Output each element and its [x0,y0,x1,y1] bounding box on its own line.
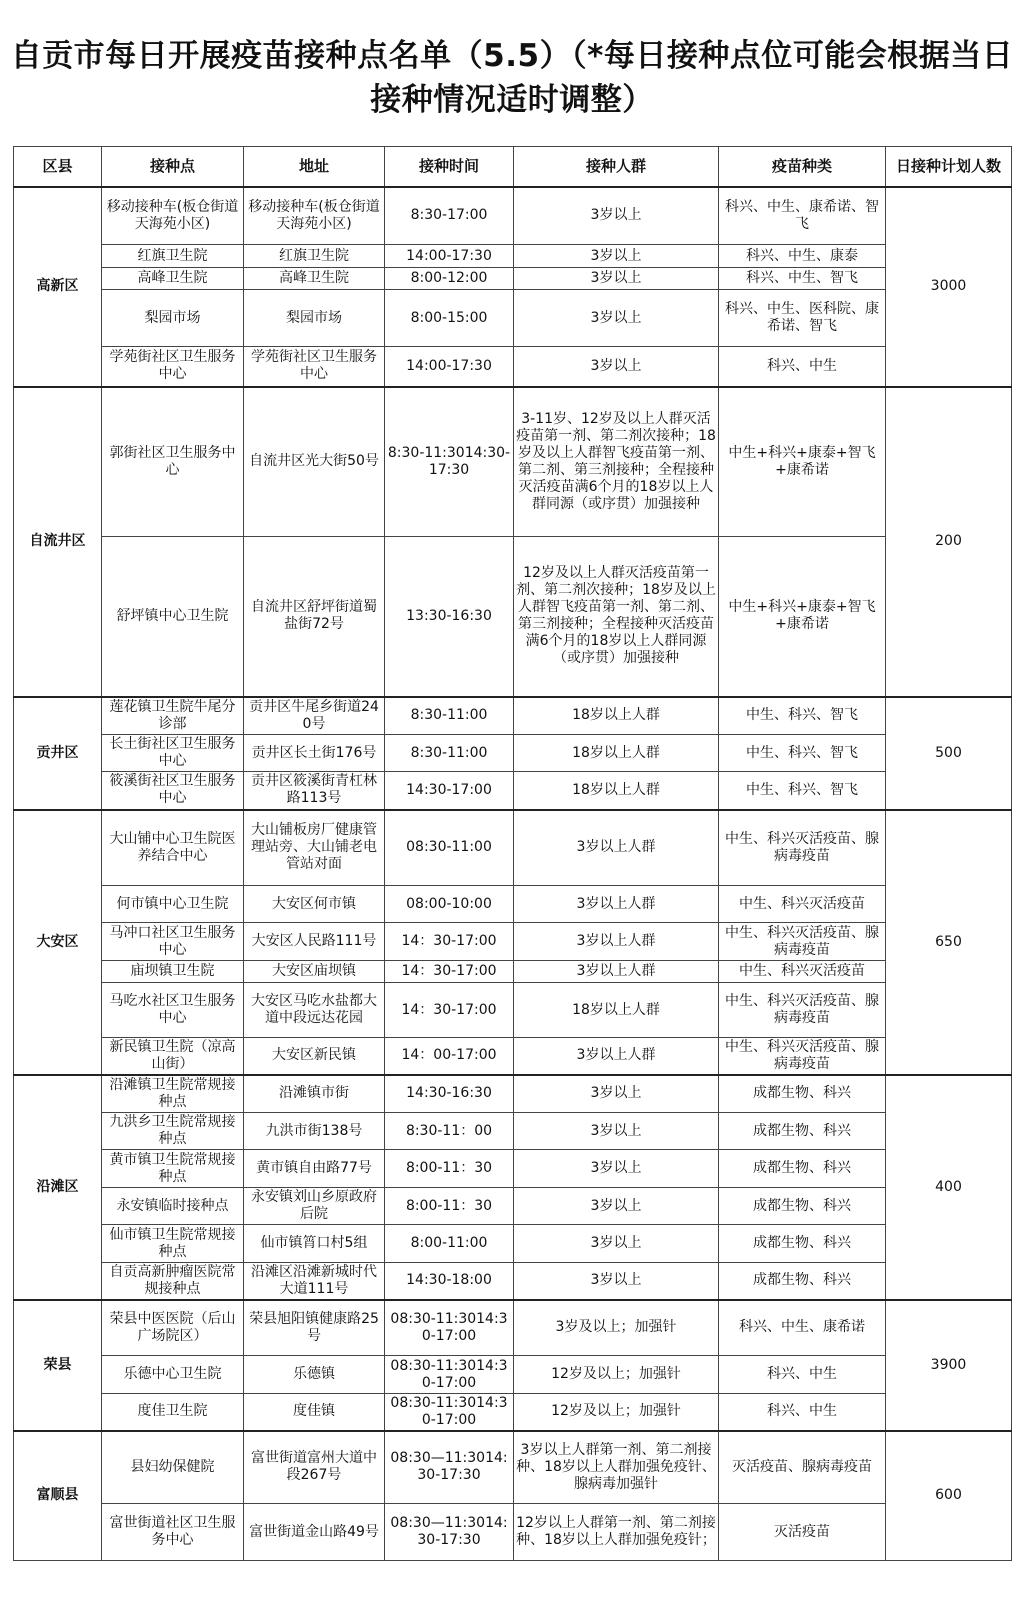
address-cell: 大安区庙坝镇 [244,961,385,983]
site-cell: 筱溪街社区卫生服务中心 [102,772,244,810]
address-cell: 大山铺板房厂健康管理站旁、大山铺老电管站对面 [244,810,385,886]
table-body [14,187,1012,1561]
group-cell: 3岁以上人群 [514,923,719,961]
table-row [14,1188,1012,1225]
table-row [14,983,1012,1038]
address-cell: 大安区新民镇 [244,1038,385,1075]
table-row [14,810,1012,886]
site-cell: 梨园市场 [102,290,244,347]
time-cell: 8:30-11:00 [385,735,514,772]
time-cell: 14：30-17:00 [385,983,514,1038]
time-cell: 14:30-16:30 [385,1075,514,1113]
time-cell: 08:30-11:00 [385,810,514,886]
header-district: 区县 [14,147,102,187]
header-row [14,147,1012,187]
vaccine-cell: 成都生物、科兴 [719,1225,886,1263]
site-cell: 红旗卫生院 [102,245,244,268]
header-group: 接种人群 [514,147,719,187]
time-cell: 08:30—11:3014:30-17:30 [385,1504,514,1561]
time-cell: 14：30-17:00 [385,961,514,983]
time-cell: 8:30-17:00 [385,187,514,245]
site-cell: 莲花镇卫生院牛尾分诊部 [102,697,244,735]
table-row [14,537,1012,697]
site-cell: 度佳卫生院 [102,1394,244,1431]
site-cell: 高峰卫生院 [102,268,244,290]
time-cell: 14:30-18:00 [385,1263,514,1300]
table-row [14,1431,1012,1504]
address-cell: 移动接种车(板仓街道天海苑小区) [244,187,385,245]
vaccine-cell: 灭活疫苗、腺病毒疫苗 [719,1431,886,1504]
district-cell: 大安区 [14,810,102,1075]
group-cell: 12岁及以上；加强针 [514,1394,719,1431]
site-cell: 新民镇卫生院（凉高山街） [102,1038,244,1075]
vaccine-cell: 成都生物、科兴 [719,1113,886,1150]
vaccination-sites-table [13,146,1012,1561]
group-cell: 12岁及以上人群灭活疫苗第一剂、第二剂次接种；18岁及以上人群智飞疫苗第一剂、第二剂、第三剂接种；全程接种灭活疫苗满6个月的18岁以上人群同源（或序贯）加强接种 [514,537,719,697]
group-cell: 3-11岁、12岁及以上人群灭活疫苗第一剂、第二剂次接种；18岁及以上人群智飞疫苗第一剂、第二剂、第三剂接种；全程接种灭活疫苗满6个月的18岁以上人群同源（或序贯）加强接种 [514,387,719,537]
vaccine-cell: 中生、科兴灭活疫苗 [719,886,886,923]
vaccine-cell: 科兴、中生 [719,1356,886,1394]
group-cell: 3岁以上 [514,1075,719,1113]
time-cell: 8:30-11：00 [385,1113,514,1150]
address-cell: 梨园市场 [244,290,385,347]
address-cell: 大安区何市镇 [244,886,385,923]
group-cell: 18岁以上人群 [514,772,719,810]
table-row [14,1075,1012,1113]
table-row [14,1263,1012,1300]
time-cell: 8:00-15:00 [385,290,514,347]
address-cell: 学苑街社区卫生服务中心 [244,347,385,387]
address-cell: 乐德镇 [244,1356,385,1394]
site-cell: 大山铺中心卫生院医养结合中心 [102,810,244,886]
vaccine-cell: 成都生物、科兴 [719,1150,886,1188]
site-cell: 自贡高新肿瘤医院常规接种点 [102,1263,244,1300]
table-row [14,387,1012,537]
table-row [14,886,1012,923]
table-row [14,290,1012,347]
vaccine-cell: 中生、科兴灭活疫苗、腺病毒疫苗 [719,1038,886,1075]
address-cell: 富世街道富州大道中段267号 [244,1431,385,1504]
header-vaccine: 疫苗种类 [719,147,886,187]
table-row [14,1150,1012,1188]
header-time: 接种时间 [385,147,514,187]
vaccine-cell: 科兴、中生 [719,1394,886,1431]
address-cell: 贡井区筱溪街青杠林路113号 [244,772,385,810]
time-cell: 08:30—11:3014:30-17:30 [385,1431,514,1504]
header-site: 接种点 [102,147,244,187]
plan-cell: 200 [886,387,1012,697]
group-cell: 12岁及以上；加强针 [514,1356,719,1394]
time-cell: 8:30-11:3014:30-17:30 [385,387,514,537]
site-cell: 学苑街社区卫生服务中心 [102,347,244,387]
site-cell: 县妇幼保健院 [102,1431,244,1504]
plan-cell: 3900 [886,1300,1012,1431]
vaccine-cell: 科兴、中生、医科院、康希诺、智飞 [719,290,886,347]
site-cell: 长土街社区卫生服务中心 [102,735,244,772]
table-row [14,1504,1012,1561]
site-cell: 乐德中心卫生院 [102,1356,244,1394]
plan-cell: 600 [886,1431,1012,1561]
header-address: 地址 [244,147,385,187]
table-row [14,1225,1012,1263]
group-cell: 3岁以上 [514,1225,719,1263]
time-cell: 14：00-17:00 [385,1038,514,1075]
table-row [14,1356,1012,1394]
district-cell: 荣县 [14,1300,102,1431]
district-cell: 贡井区 [14,697,102,810]
site-cell: 何市镇中心卫生院 [102,886,244,923]
site-cell: 舒坪镇中心卫生院 [102,537,244,697]
district-cell: 沿滩区 [14,1075,102,1300]
group-cell: 3岁以上 [514,1263,719,1300]
table-row [14,697,1012,735]
address-cell: 沿滩镇市街 [244,1075,385,1113]
time-cell: 08:30-11:3014:30-17:00 [385,1394,514,1431]
address-cell: 大安区马吃水盐都大道中段远达花园 [244,983,385,1038]
plan-cell: 3000 [886,187,1012,387]
address-cell: 红旗卫生院 [244,245,385,268]
plan-cell: 400 [886,1075,1012,1300]
table-row [14,735,1012,772]
address-cell: 沿滩区沿滩新城时代大道111号 [244,1263,385,1300]
address-cell: 高峰卫生院 [244,268,385,290]
group-cell: 3岁以上 [514,290,719,347]
time-cell: 13:30-16:30 [385,537,514,697]
group-cell: 3岁以上 [514,187,719,245]
group-cell: 3岁以上 [514,1188,719,1225]
district-cell: 自流井区 [14,387,102,697]
time-cell: 14:00-17:30 [385,245,514,268]
site-cell: 九洪乡卫生院常规接种点 [102,1113,244,1150]
time-cell: 8:00-12:00 [385,268,514,290]
district-cell: 富顺县 [14,1431,102,1561]
address-cell: 度佳镇 [244,1394,385,1431]
table-row [14,923,1012,961]
group-cell: 3岁以上 [514,245,719,268]
vaccine-cell: 成都生物、科兴 [719,1188,886,1225]
time-cell: 8:00-11：30 [385,1150,514,1188]
vaccine-cell: 成都生物、科兴 [719,1075,886,1113]
table-row [14,1038,1012,1075]
time-cell: 08:30-11:3014:30-17:00 [385,1300,514,1356]
address-cell: 荣县旭阳镇健康路25号 [244,1300,385,1356]
vaccine-cell: 中生、科兴灭活疫苗、腺病毒疫苗 [719,810,886,886]
group-cell: 3岁以上人群 [514,1038,719,1075]
group-cell: 3岁及以上；加强针 [514,1300,719,1356]
district-cell: 高新区 [14,187,102,387]
vaccine-cell: 中生、科兴、智飞 [719,772,886,810]
time-cell: 8:00-11：30 [385,1188,514,1225]
vaccine-cell: 中生、科兴灭活疫苗 [719,961,886,983]
table-row [14,245,1012,268]
vaccine-cell: 中生、科兴灭活疫苗、腺病毒疫苗 [719,983,886,1038]
table-row [14,1300,1012,1356]
group-cell: 3岁以上 [514,1113,719,1150]
vaccine-cell: 中生、科兴、智飞 [719,735,886,772]
header-plan: 日接种计划人数 [886,147,1012,187]
site-cell: 黄市镇卫生院常规接种点 [102,1150,244,1188]
site-cell: 永安镇临时接种点 [102,1188,244,1225]
plan-cell: 650 [886,810,1012,1075]
vaccine-cell: 科兴、中生、康希诺、智飞 [719,187,886,245]
address-cell: 自流井区光大街50号 [244,387,385,537]
table-row [14,268,1012,290]
time-cell: 8:30-11:00 [385,697,514,735]
address-cell: 仙市镇筲口村5组 [244,1225,385,1263]
table-row [14,1113,1012,1150]
group-cell: 3岁以上 [514,268,719,290]
time-cell: 8:00-11:00 [385,1225,514,1263]
time-cell: 08:00-10:00 [385,886,514,923]
site-cell: 仙市镇卫生院常规接种点 [102,1225,244,1263]
address-cell: 九洪市街138号 [244,1113,385,1150]
address-cell: 富世街道金山路49号 [244,1504,385,1561]
site-cell: 移动接种车(板仓街道天海苑小区) [102,187,244,245]
table-row [14,961,1012,983]
group-cell: 12岁以上人群第一剂、第二剂接种、18岁以上人群加强免疫针； [514,1504,719,1561]
vaccine-cell: 科兴、中生、康泰 [719,245,886,268]
group-cell: 3岁以上 [514,1150,719,1188]
site-cell: 马冲口社区卫生服务中心 [102,923,244,961]
site-cell: 庙坝镇卫生院 [102,961,244,983]
group-cell: 3岁以上 [514,347,719,387]
group-cell: 18岁以上人群 [514,983,719,1038]
address-cell: 贡井区长土街176号 [244,735,385,772]
group-cell: 3岁以上人群 [514,961,719,983]
group-cell: 18岁以上人群 [514,735,719,772]
vaccine-cell: 中生+科兴+康泰+智飞+康希诺 [719,537,886,697]
table-row [14,187,1012,245]
address-cell: 贡井区牛尾乡街道240号 [244,697,385,735]
plan-cell: 500 [886,697,1012,810]
address-cell: 永安镇刘山乡原政府后院 [244,1188,385,1225]
vaccine-cell: 科兴、中生 [719,347,886,387]
site-cell: 富世街道社区卫生服务中心 [102,1504,244,1561]
table-row [14,1394,1012,1431]
vaccine-cell: 中生、科兴、智飞 [719,697,886,735]
site-cell: 沿滩镇卫生院常规接种点 [102,1075,244,1113]
vaccine-cell: 灭活疫苗 [719,1504,886,1561]
address-cell: 黄市镇自由路77号 [244,1150,385,1188]
vaccine-cell: 中生+科兴+康泰+智飞+康希诺 [719,387,886,537]
table-row [14,347,1012,387]
site-cell: 郭街社区卫生服务中心 [102,387,244,537]
group-cell: 18岁以上人群 [514,697,719,735]
time-cell: 14:00-17:30 [385,347,514,387]
vaccine-cell: 科兴、中生、智飞 [719,268,886,290]
site-cell: 马吃水社区卫生服务中心 [102,983,244,1038]
group-cell: 3岁以上人群 [514,810,719,886]
address-cell: 自流井区舒坪街道蜀盐街72号 [244,537,385,697]
time-cell: 08:30-11:3014:30-17:00 [385,1356,514,1394]
site-cell: 荣县中医医院（后山广场院区） [102,1300,244,1356]
group-cell: 3岁以上人群 [514,886,719,923]
vaccine-cell: 科兴、中生、康希诺 [719,1300,886,1356]
group-cell: 3岁以上人群第一剂、第二剂接种、18岁以上人群加强免疫针、腺病毒加强针 [514,1431,719,1504]
address-cell: 大安区人民路111号 [244,923,385,961]
vaccine-cell: 中生、科兴灭活疫苗、腺病毒疫苗 [719,923,886,961]
time-cell: 14：30-17:00 [385,923,514,961]
vaccine-cell: 成都生物、科兴 [719,1263,886,1300]
page-title: 自贡市每日开展疫苗接种点名单（5.5）（*每日接种点位可能会根据当日接种情况适时调整） [10,38,1014,118]
time-cell: 14:30-17:00 [385,772,514,810]
table-row [14,772,1012,810]
